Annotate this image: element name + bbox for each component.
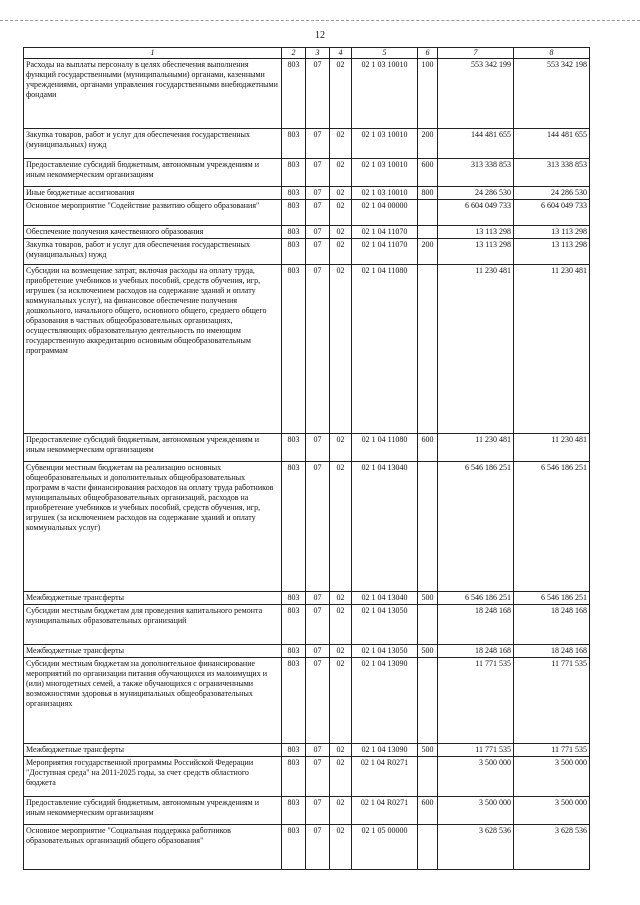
row-amount-2: 11 771 535: [514, 744, 590, 757]
row-target-article: 02 1 04 R0271: [352, 757, 418, 797]
row-section-code: 07: [306, 605, 330, 645]
budget-table: [23, 47, 590, 870]
table-row: [24, 226, 590, 239]
row-target-article: 02 1 04 11080: [352, 265, 418, 434]
row-section-code: 07: [306, 797, 330, 825]
row-target-article: 02 1 04 R0271: [352, 797, 418, 825]
table-row: [24, 757, 590, 797]
row-name: Субсидии местным бюджетам на дополнительное финансирование мероприятий по организации питания обучающихся из малоимущих и (или) многодетных семей, а также обучающихся с ограниченными возможностями здоровья в муниципальных общеобразовательных организациях: [24, 658, 282, 744]
row-name: Основное мероприятие "Социальная поддержка работников образовательных организаций общего образования": [24, 825, 282, 870]
row-name: Мероприятия государственной программы Российской Федерации "Доступная среда" на 2011-2025 годы, за счет средств областного бюджета: [24, 757, 282, 797]
row-ministry-code: 803: [282, 129, 306, 159]
row-amount-1: 18 248 168: [438, 605, 514, 645]
row-subsection-code: 02: [330, 797, 352, 825]
row-amount-1: 11 230 481: [438, 434, 514, 462]
row-target-article: 02 1 04 00000: [352, 200, 418, 226]
table-row: [24, 797, 590, 825]
row-section-code: 07: [306, 645, 330, 658]
row-name: Предоставление субсидий бюджетным, автономным учреждениям и иным некоммерческим организациям: [24, 797, 282, 825]
table-row: [24, 462, 590, 592]
row-amount-2: 144 481 655: [514, 129, 590, 159]
row-expense-type: [418, 226, 438, 239]
row-target-article: 02 1 04 13050: [352, 605, 418, 645]
table-body: [24, 59, 590, 870]
column-header: 1: [24, 48, 282, 59]
row-amount-2: 313 338 853: [514, 159, 590, 187]
row-amount-1: 144 481 655: [438, 129, 514, 159]
page-number: 12: [315, 30, 325, 41]
row-section-code: 07: [306, 825, 330, 870]
row-target-article: 02 1 03 10010: [352, 159, 418, 187]
row-expense-type: 600: [418, 159, 438, 187]
row-target-article: 02 1 03 10010: [352, 187, 418, 200]
row-subsection-code: 02: [330, 59, 352, 129]
row-ministry-code: 803: [282, 265, 306, 434]
row-expense-type: 200: [418, 239, 438, 265]
row-subsection-code: 02: [330, 658, 352, 744]
row-ministry-code: 803: [282, 797, 306, 825]
table-row: [24, 592, 590, 605]
row-ministry-code: 803: [282, 434, 306, 462]
row-amount-1: 553 342 199: [438, 59, 514, 129]
row-section-code: 07: [306, 239, 330, 265]
row-name: Субсидии местным бюджетам для проведения капитального ремонта муниципальных образовательных организаций: [24, 605, 282, 645]
row-name: Закупка товаров, работ и услуг для обеспечения государственных (муниципальных) нужд: [24, 129, 282, 159]
row-subsection-code: 02: [330, 200, 352, 226]
row-name: Субсидии на возмещение затрат, включая расходы на оплату труда, приобретение учебников и учебных пособий, средств обучения, игр, игрушек (за исключением расходов на содержание зданий и оплату коммунальных услуг), на финансовое обеспечение получения дошкольного, начального общего, основного общего, среднего общего образования в частных общеобразовательных организациях, осуществляющих образовательную деятельность по имеющим государственную аккредитацию основным общеобразовательным программам: [24, 265, 282, 434]
row-amount-2: 6 546 186 251: [514, 462, 590, 592]
row-section-code: 07: [306, 187, 330, 200]
row-amount-1: 6 546 186 251: [438, 592, 514, 605]
row-section-code: 07: [306, 129, 330, 159]
row-subsection-code: 02: [330, 239, 352, 265]
row-ministry-code: 803: [282, 187, 306, 200]
row-amount-2: 3 628 536: [514, 825, 590, 870]
row-amount-2: 13 113 298: [514, 239, 590, 265]
row-name: Закупка товаров, работ и услуг для обеспечения государственных (муниципальных) нужд: [24, 239, 282, 265]
row-amount-1: 313 338 853: [438, 159, 514, 187]
row-expense-type: 800: [418, 187, 438, 200]
table-row: [24, 159, 590, 187]
row-amount-1: 11 771 535: [438, 658, 514, 744]
table-row: [24, 825, 590, 870]
row-subsection-code: 02: [330, 825, 352, 870]
row-amount-2: 13 113 298: [514, 226, 590, 239]
row-amount-1: 6 546 186 251: [438, 462, 514, 592]
row-name: Иные бюджетные ассигнования: [24, 187, 282, 200]
row-amount-1: 6 604 049 733: [438, 200, 514, 226]
table-row: [24, 605, 590, 645]
row-expense-type: 600: [418, 797, 438, 825]
row-expense-type: [418, 658, 438, 744]
row-target-article: 02 1 04 13040: [352, 592, 418, 605]
column-header: 5: [352, 48, 418, 59]
row-ministry-code: 803: [282, 462, 306, 592]
row-amount-1: 11 230 481: [438, 265, 514, 434]
row-amount-2: 6 546 186 251: [514, 592, 590, 605]
column-header: 4: [330, 48, 352, 59]
row-name: Основное мероприятие "Содействие развитию общего образования": [24, 200, 282, 226]
table-row: [24, 239, 590, 265]
table-row: [24, 59, 590, 129]
row-ministry-code: 803: [282, 59, 306, 129]
row-amount-1: 3 500 000: [438, 757, 514, 797]
row-name: Расходы на выплаты персоналу в целях обеспечения выполнения функций государственными (муниципальными) органами, казенными учреждениями, органами управления государственными внебюджетными фондами: [24, 59, 282, 129]
table-row: [24, 744, 590, 757]
row-amount-2: 553 342 198: [514, 59, 590, 129]
row-section-code: 07: [306, 434, 330, 462]
row-section-code: 07: [306, 59, 330, 129]
row-amount-1: 3 500 000: [438, 797, 514, 825]
row-name: Обеспечение получения качественного образования: [24, 226, 282, 239]
row-ministry-code: 803: [282, 744, 306, 757]
table-row: [24, 658, 590, 744]
row-target-article: 02 1 04 13090: [352, 658, 418, 744]
row-subsection-code: 02: [330, 187, 352, 200]
row-section-code: 07: [306, 265, 330, 434]
row-target-article: 02 1 04 11070: [352, 226, 418, 239]
row-name: Межбюджетные трансферты: [24, 744, 282, 757]
row-expense-type: [418, 462, 438, 592]
row-subsection-code: 02: [330, 129, 352, 159]
row-section-code: 07: [306, 592, 330, 605]
row-name: Межбюджетные трансферты: [24, 645, 282, 658]
row-expense-type: 500: [418, 744, 438, 757]
row-amount-2: 3 500 000: [514, 757, 590, 797]
row-amount-1: 11 771 535: [438, 744, 514, 757]
row-expense-type: [418, 825, 438, 870]
row-amount-2: 11 230 481: [514, 265, 590, 434]
row-section-code: 07: [306, 658, 330, 744]
column-header: 6: [418, 48, 438, 59]
row-target-article: 02 1 04 13050: [352, 645, 418, 658]
row-target-article: 02 1 03 10010: [352, 59, 418, 129]
row-amount-2: 11 230 481: [514, 434, 590, 462]
row-amount-1: 13 113 298: [438, 239, 514, 265]
table-row: [24, 129, 590, 159]
row-target-article: 02 1 04 11070: [352, 239, 418, 265]
table-row: [24, 645, 590, 658]
row-name: Предоставление субсидий бюджетным, автономным учреждениям и иным некоммерческим организациям: [24, 434, 282, 462]
row-amount-2: 3 500 000: [514, 797, 590, 825]
row-expense-type: 500: [418, 645, 438, 658]
row-amount-1: 13 113 298: [438, 226, 514, 239]
row-section-code: 07: [306, 226, 330, 239]
row-subsection-code: 02: [330, 605, 352, 645]
row-subsection-code: 02: [330, 434, 352, 462]
row-expense-type: [418, 265, 438, 434]
row-section-code: 07: [306, 200, 330, 226]
table-row: [24, 265, 590, 434]
row-subsection-code: 02: [330, 159, 352, 187]
row-ministry-code: 803: [282, 645, 306, 658]
row-expense-type: 600: [418, 434, 438, 462]
row-ministry-code: 803: [282, 226, 306, 239]
row-ministry-code: 803: [282, 239, 306, 265]
row-expense-type: [418, 605, 438, 645]
row-ministry-code: 803: [282, 658, 306, 744]
row-subsection-code: 02: [330, 226, 352, 239]
row-subsection-code: 02: [330, 744, 352, 757]
header-row: [24, 48, 590, 59]
row-section-code: 07: [306, 744, 330, 757]
row-subsection-code: 02: [330, 265, 352, 434]
row-subsection-code: 02: [330, 462, 352, 592]
row-ministry-code: 803: [282, 825, 306, 870]
row-amount-2: 6 604 049 733: [514, 200, 590, 226]
column-header: 3: [306, 48, 330, 59]
row-amount-2: 11 771 535: [514, 658, 590, 744]
row-expense-type: 200: [418, 129, 438, 159]
row-subsection-code: 02: [330, 757, 352, 797]
row-expense-type: 100: [418, 59, 438, 129]
column-header: 2: [282, 48, 306, 59]
row-expense-type: 500: [418, 592, 438, 605]
row-target-article: 02 1 04 13090: [352, 744, 418, 757]
table-row: [24, 434, 590, 462]
table-row: [24, 200, 590, 226]
row-amount-1: 18 248 168: [438, 645, 514, 658]
row-amount-2: 18 248 168: [514, 645, 590, 658]
row-name: Предоставление субсидий бюджетным, автономным учреждениям и иным некоммерческим организациям: [24, 159, 282, 187]
row-ministry-code: 803: [282, 757, 306, 797]
column-header: 7: [438, 48, 514, 59]
row-expense-type: [418, 757, 438, 797]
row-section-code: 07: [306, 159, 330, 187]
row-target-article: 02 1 05 00000: [352, 825, 418, 870]
row-subsection-code: 02: [330, 645, 352, 658]
row-target-article: 02 1 04 13040: [352, 462, 418, 592]
row-target-article: 02 1 04 11080: [352, 434, 418, 462]
row-section-code: 07: [306, 462, 330, 592]
table-row: [24, 187, 590, 200]
row-amount-1: 3 628 536: [438, 825, 514, 870]
row-target-article: 02 1 03 10010: [352, 129, 418, 159]
row-ministry-code: 803: [282, 592, 306, 605]
column-header: 8: [514, 48, 590, 59]
row-ministry-code: 803: [282, 605, 306, 645]
row-name: Субвенции местным бюджетам на реализацию основных общеобразовательных и дополнительных общеобразовательных программ в части финансирования расходов на оплату труда работников муниципальных общеобразовательных организаций, расходов на приобретение учебников и учебных пособий, средств обучения, игр, игрушек (за исключением расходов на содержание зданий и оплату коммунальных услуг): [24, 462, 282, 592]
row-ministry-code: 803: [282, 159, 306, 187]
row-expense-type: [418, 200, 438, 226]
row-amount-1: 24 286 530: [438, 187, 514, 200]
row-name: Межбюджетные трансферты: [24, 592, 282, 605]
row-amount-2: 24 286 530: [514, 187, 590, 200]
top-edge-line: [0, 20, 640, 21]
row-subsection-code: 02: [330, 592, 352, 605]
row-amount-2: 18 248 168: [514, 605, 590, 645]
row-ministry-code: 803: [282, 200, 306, 226]
row-section-code: 07: [306, 757, 330, 797]
